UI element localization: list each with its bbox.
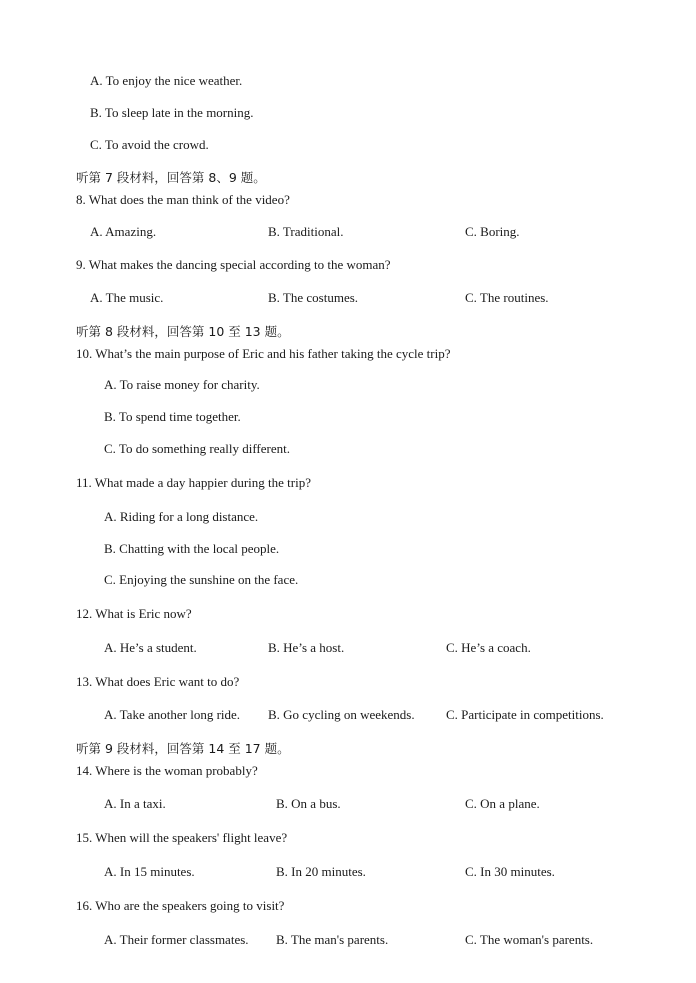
section-heading-8: 听第 8 段材料，回答第 10 至 13 题。	[76, 324, 290, 339]
question-13: 13. What does Eric want to do?	[76, 674, 240, 689]
option-q11-b: B. Chatting with the local people.	[104, 541, 280, 556]
question-12: 12. What is Eric now?	[76, 606, 192, 621]
option-q15-b: B. In 20 minutes.	[276, 864, 366, 879]
question-11: 11. What made a day happier during the trip?	[76, 475, 312, 490]
question-16: 16. Who are the speakers going to visit?	[76, 898, 285, 913]
option-q13-b: B. Go cycling on weekends.	[268, 707, 415, 722]
option-q13-c: C. Participate in competitions.	[446, 707, 604, 722]
question-15: 15. When will the speakers' flight leave?	[76, 830, 288, 845]
option-q14-a: A. In a taxi.	[104, 796, 166, 811]
option-q9-a: A. The music.	[90, 290, 164, 305]
option-q8-c: C. Boring.	[465, 224, 520, 239]
option-q7-a: A. To enjoy the nice weather.	[90, 73, 243, 88]
option-q15-c: C. In 30 minutes.	[465, 864, 555, 879]
question-9: 9. What makes the dancing special according to the woman?	[76, 257, 391, 272]
option-q10-a: A. To raise money for charity.	[104, 377, 260, 392]
option-q16-c: C. The woman's parents.	[465, 932, 594, 947]
option-q10-b: B. To spend time together.	[104, 409, 241, 424]
option-q14-b: B. On a bus.	[276, 796, 341, 811]
option-q12-b: B. He’s a host.	[268, 640, 345, 655]
option-q9-c: C. The routines.	[465, 290, 549, 305]
option-q7-b: B. To sleep late in the morning.	[90, 105, 254, 120]
option-q12-a: A. He’s a student.	[104, 640, 197, 655]
option-q9-b: B. The costumes.	[268, 290, 359, 305]
section-heading-7: 听第 7 段材料，回答第 8、9 题。	[76, 170, 266, 185]
question-8: 8. What does the man think of the video?	[76, 192, 290, 207]
option-q11-a: A. Riding for a long distance.	[104, 509, 259, 524]
section-heading-9: 听第 9 段材料，回答第 14 至 17 题。	[76, 741, 290, 756]
question-14: 14. Where is the woman probably?	[76, 763, 258, 778]
option-q8-b: B. Traditional.	[268, 224, 344, 239]
option-q16-a: A. Their former classmates.	[104, 932, 249, 947]
option-q16-b: B. The man's parents.	[276, 932, 389, 947]
option-q8-a: A. Amazing.	[90, 224, 157, 239]
question-10: 10. What’s the main purpose of Eric and his father taking the cycle trip?	[76, 346, 451, 361]
option-q15-a: A. In 15 minutes.	[104, 864, 195, 879]
option-q13-a: A. Take another long ride.	[104, 707, 241, 722]
option-q10-c: C. To do something really different.	[104, 441, 290, 456]
option-q11-c: C. Enjoying the sunshine on the face.	[104, 572, 299, 587]
option-q12-c: C. He’s a coach.	[446, 640, 531, 655]
option-q14-c: C. On a plane.	[465, 796, 540, 811]
option-q7-c: C. To avoid the crowd.	[90, 137, 209, 152]
